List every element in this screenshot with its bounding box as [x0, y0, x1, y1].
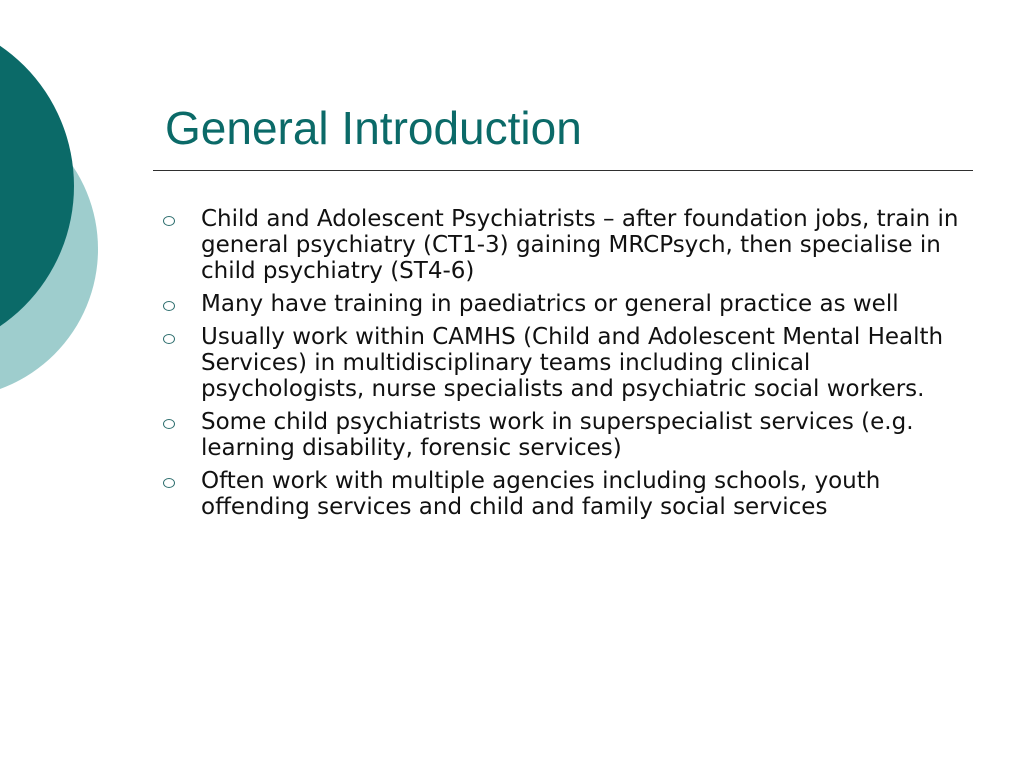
- hollow-circle-bullet-icon: [163, 478, 175, 488]
- bullet-text: Many have training in paediatrics or general practice as well: [201, 291, 899, 317]
- bullet-item: [163, 468, 963, 520]
- bullet-text: Some child psychiatrists work in superspecialist services (e.g. learning disability, forensic services): [201, 409, 914, 461]
- hollow-circle-bullet-icon: [163, 216, 175, 226]
- slide-title: General Introduction: [165, 102, 582, 154]
- bullet-item: [163, 206, 963, 284]
- hollow-circle-bullet-icon: [163, 334, 175, 344]
- bullet-text: Usually work within CAMHS (Child and Adolescent Mental Health Services) in multidisciplinary teams including clinical psychologists, nurse specialists and psychiatric social workers.: [201, 324, 944, 402]
- bullet-item: [163, 291, 963, 317]
- hollow-circle-bullet-icon: [163, 301, 175, 311]
- hollow-circle-bullet-icon: [163, 419, 175, 429]
- bullet-item: [163, 409, 963, 461]
- bullet-text: Child and Adolescent Psychiatrists – after foundation jobs, train in general psychiatry (CT1-3) gaining MRCPsych, then specialise in child psychiatry (ST4-6): [201, 206, 959, 284]
- bullet-item: [163, 324, 963, 402]
- bullet-list: [163, 206, 963, 527]
- bullet-text: Often work with multiple agencies including schools, youth offending services and child and family social services: [201, 468, 881, 520]
- title-divider: [153, 170, 973, 171]
